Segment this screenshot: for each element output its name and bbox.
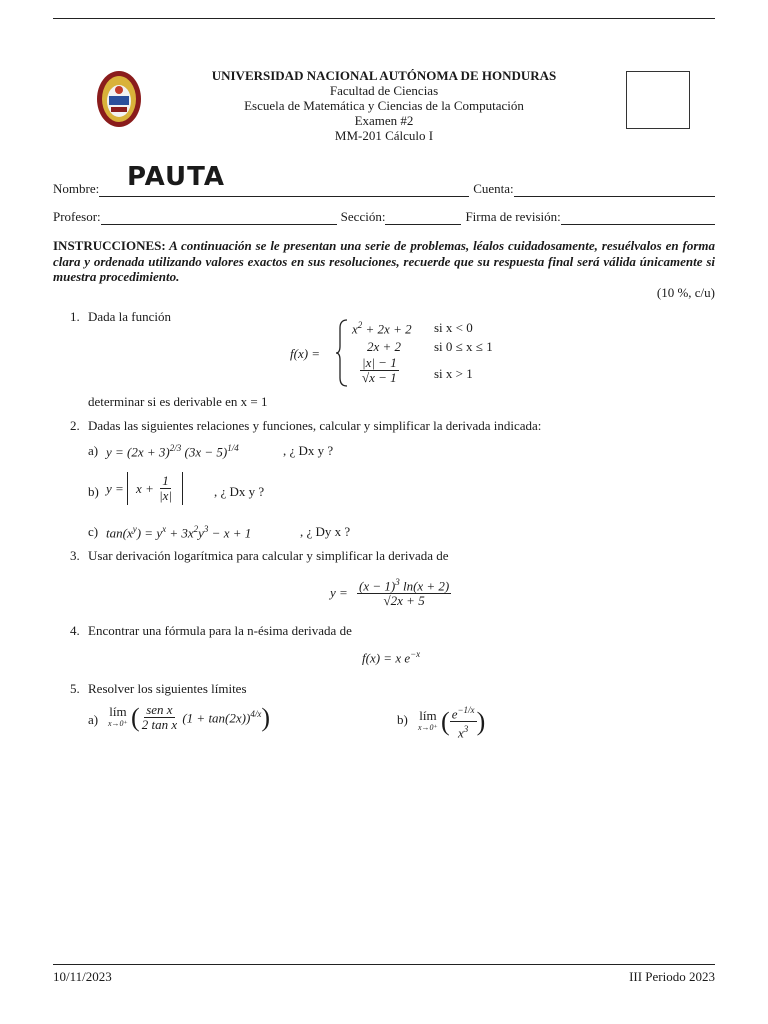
seccion-line[interactable] bbox=[385, 211, 461, 225]
problem-5-text: Resolver los siguientes límites bbox=[88, 681, 247, 696]
grade-box[interactable] bbox=[626, 71, 690, 129]
profesor-label: Profesor: bbox=[53, 209, 101, 224]
firma-label: Firma de revisión: bbox=[465, 209, 561, 224]
footer-rule bbox=[53, 964, 715, 965]
case-2-expr: 2x + 2 bbox=[367, 339, 402, 354]
problem-3-lhs: y = bbox=[330, 585, 348, 600]
problem-2c-question: , ¿ Dy x ? bbox=[300, 524, 351, 539]
case-3-fraction bbox=[360, 356, 399, 385]
problem-4-number: 4. bbox=[70, 623, 80, 638]
problem-5b-lim: lím bbox=[419, 707, 437, 723]
footer-date: 10/11/2023 bbox=[53, 969, 112, 984]
problem-2a-expr: $y = (2x + 3)^{2/3}$ $(3x - 5)^{1/4}$ bbox=[106, 443, 239, 460]
cuenta-line[interactable] bbox=[514, 183, 715, 197]
problem-2a-label: a) bbox=[88, 443, 99, 458]
footer bbox=[53, 969, 715, 985]
problem-5b-expr: lím x→0⁺ ( $\frac{e^{-1/x}}{x^3}$ ) bbox=[418, 705, 486, 741]
case-3-cond: si x > 1 bbox=[434, 366, 473, 381]
instructions-body: A continuación se le presentan una serie de problemas, léalos cuidadosamente, resuélvalos en forma clara y ordenada utilizando valores exactos en sus resoluciones, recuerde que su respuesta final será válida únicamente si muestra procedimiento. bbox=[53, 238, 715, 284]
problem-5a-label: a) bbox=[88, 712, 99, 727]
nombre-label: Nombre: bbox=[53, 181, 100, 196]
problem-1-text: Dada la función bbox=[88, 309, 172, 324]
problem-2-number: 2. bbox=[70, 418, 80, 433]
problem-5a-lim: lím bbox=[109, 703, 127, 719]
instructions bbox=[53, 238, 715, 285]
problem-5-number: 5. bbox=[70, 681, 80, 696]
problem-3-text: Usar derivación logarítmica para calcular y simplificar la derivada de bbox=[88, 548, 449, 563]
problem-2b-question: , ¿ Dx y ? bbox=[214, 484, 265, 499]
instructions-lead: INSTRUCCIONES: bbox=[53, 238, 166, 253]
school-name: Escuela de Matemática y Ciencias de la Computación bbox=[244, 98, 524, 113]
university-name: UNIVERSIDAD NACIONAL AUTÓNOMA DE HONDURAS bbox=[211, 68, 557, 83]
case-1-expr: $x^2 + 2x + 2$ bbox=[352, 320, 412, 337]
nombre-value: PAUTA bbox=[127, 162, 225, 192]
case-3-den: √x − 1 bbox=[362, 370, 397, 385]
problem-5a-sub: x→0⁺ bbox=[108, 718, 128, 728]
footer-period: III Periodo 2023 bbox=[629, 969, 715, 984]
problem-2b-label: b) bbox=[88, 484, 99, 499]
problem-2c-expr: $\tan(x^y) = y^x + 3x^2y^3 - x + 1$ bbox=[106, 524, 252, 541]
seccion-label: Sección: bbox=[340, 209, 386, 224]
profesor-line[interactable] bbox=[101, 211, 337, 225]
cuenta-label: Cuenta: bbox=[473, 181, 514, 196]
problem-5b-sub: x→0⁺ bbox=[418, 722, 438, 732]
exam-title: Examen #2 bbox=[354, 113, 414, 128]
problem-5b-label: b) bbox=[397, 712, 408, 727]
problem-3-number: 3. bbox=[70, 548, 80, 563]
firma-line[interactable] bbox=[561, 211, 715, 225]
case-3-num: |x| − 1 bbox=[362, 355, 397, 370]
top-rule bbox=[53, 18, 715, 19]
case-1-cond: si x < 0 bbox=[434, 320, 473, 335]
piecewise-lhs: f(x) = bbox=[290, 346, 321, 361]
faculty-name: Facultad de Ciencias bbox=[329, 83, 439, 98]
problem-5a-expr: lím x→0⁺ ( $\frac{\text{sen x}}{\text{2 tan x}}$ $(1 + \tan(2x))^{4/x}$ ) bbox=[108, 702, 270, 732]
piecewise-brace bbox=[335, 318, 349, 392]
case-2-cond: si 0 ≤ x ≤ 1 bbox=[434, 339, 493, 354]
problem-1-tail: determinar si es derivable en x = 1 bbox=[88, 394, 268, 409]
problem-4-formula-text: f(x) = x e bbox=[362, 650, 411, 666]
course-code: MM-201 Cálculo I bbox=[334, 128, 434, 143]
problem-2a-question: , ¿ Dx y ? bbox=[283, 443, 334, 458]
problem-2-text: Dadas las siguientes relaciones y funciones, calcular y simplificar la derivada indicada: bbox=[88, 418, 542, 433]
problem-2c-label: c) bbox=[88, 524, 99, 539]
problem-4-text: Encontrar una fórmula para la n-ésima derivada de bbox=[88, 623, 352, 638]
problem-4-formula: f(x) = x $e^{-x}$ bbox=[362, 649, 421, 666]
problem-3-fraction: $\frac{(x - 1)^3 \ln(x + 2)}{√2x + 5}$ bbox=[359, 577, 450, 609]
problem-1-number: 1. bbox=[70, 309, 80, 324]
score-note: (10 %, c/u) bbox=[656, 285, 715, 300]
problem-2b-expr: y = x + $\frac{1}{|x|}$ bbox=[106, 472, 183, 505]
professor-row bbox=[53, 209, 715, 225]
